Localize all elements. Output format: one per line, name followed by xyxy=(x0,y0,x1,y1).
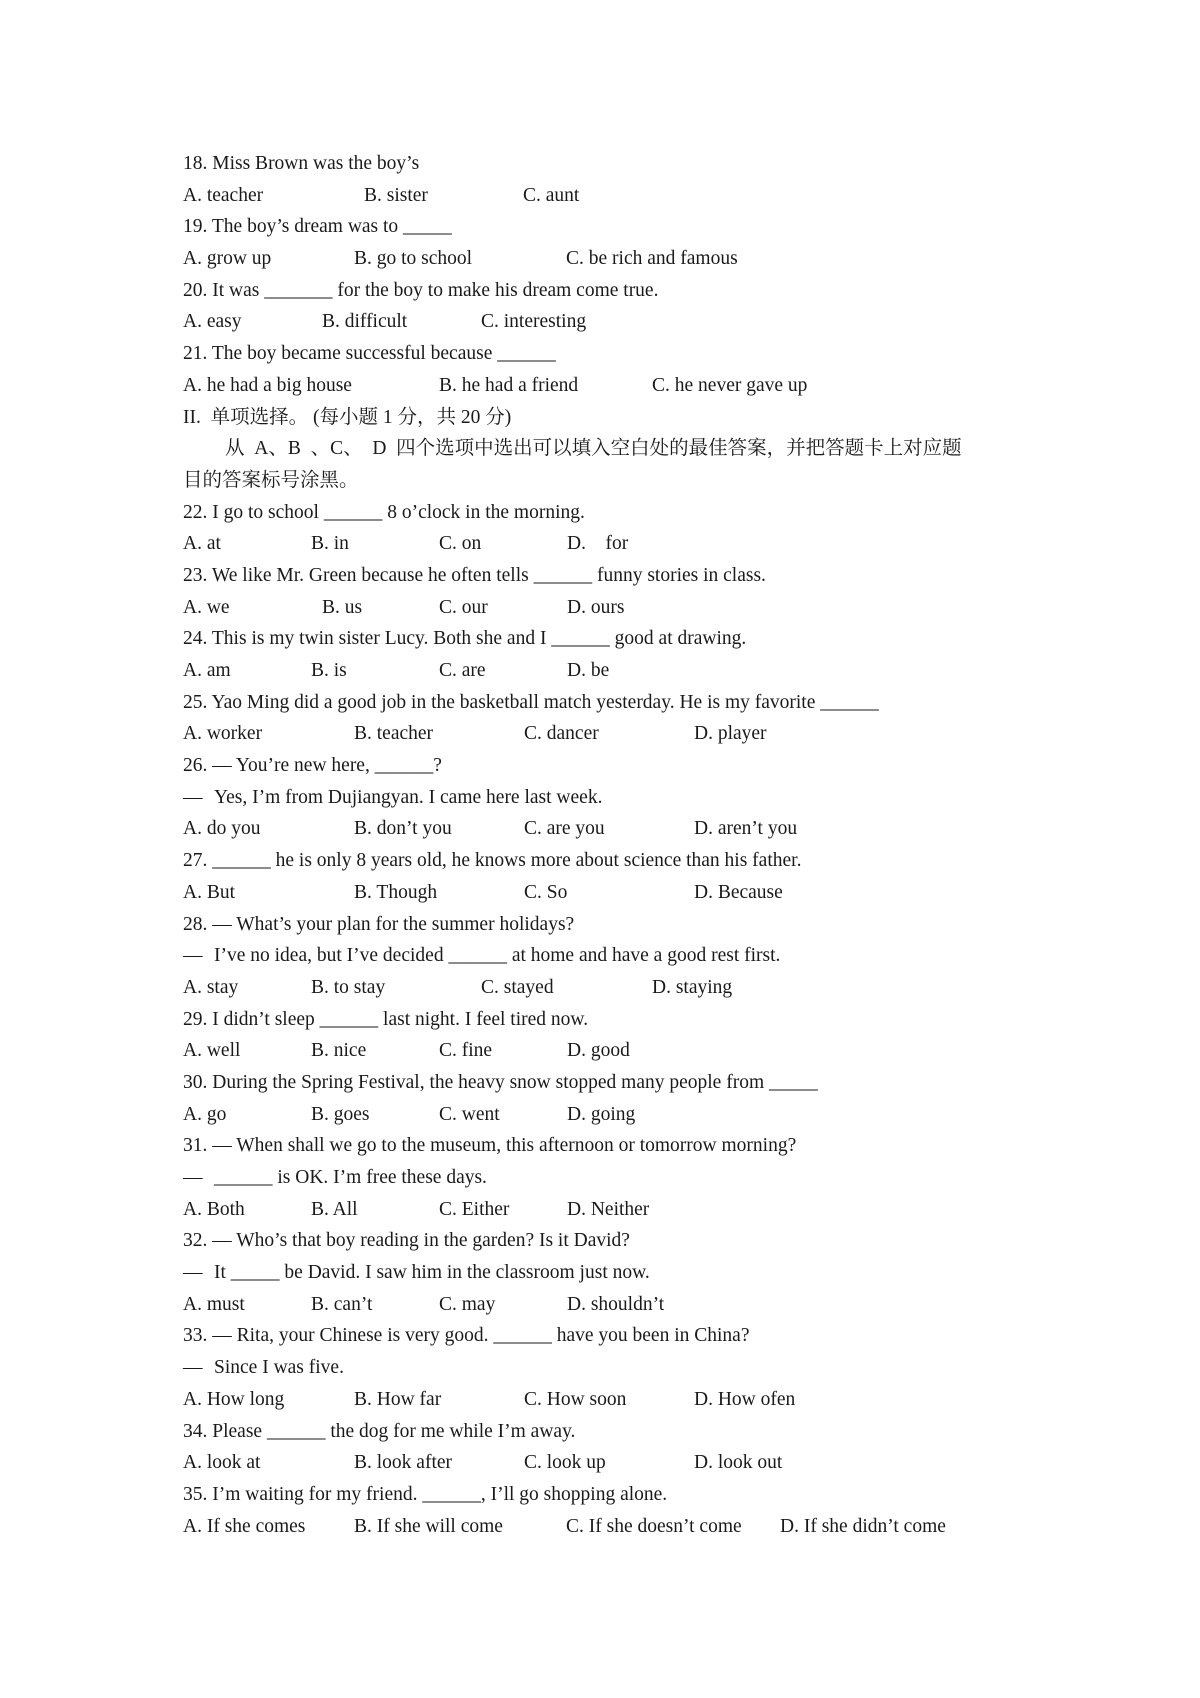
section-instruction: 从 A、B 、C、 D 四个选项中选出可以填入空白处的最佳答案，并把答题卡上对应题 xyxy=(225,438,962,460)
dash: — xyxy=(183,786,203,808)
option-d: D. shouldn’t xyxy=(567,1293,665,1315)
option-d: D. If she didn’t come xyxy=(780,1515,946,1537)
option-a: A. do you xyxy=(183,818,261,840)
question-text: 33. — Rita, your Chinese is very good. ______ have you been in China? xyxy=(183,1325,750,1347)
section-instruction-cont: 目的答案标号涂黑。 xyxy=(183,469,359,491)
question-text: 18. Miss Brown was the boy’s xyxy=(183,153,420,174)
dash: — xyxy=(183,1167,203,1188)
option-c: C. aunt xyxy=(523,184,580,206)
option-a: A. easy xyxy=(183,311,242,333)
reply-text: Yes, I’m from Dujiangyan. I came here last week. xyxy=(214,786,603,808)
option-a: A. teacher xyxy=(183,184,264,206)
options-row xyxy=(183,1384,1063,1416)
option-c: C. How soon xyxy=(524,1388,627,1410)
options-row xyxy=(183,718,1063,750)
option-c: C. interesting xyxy=(481,311,587,333)
options-row xyxy=(183,180,1063,212)
question-18 xyxy=(183,148,1063,211)
question-22 xyxy=(183,497,1063,560)
reply-line xyxy=(183,782,1063,814)
question-31 xyxy=(183,1130,1063,1225)
option-a: A. am xyxy=(183,660,231,681)
option-d: D. for xyxy=(567,533,629,555)
question-34 xyxy=(183,1416,1063,1479)
option-d: D. ours xyxy=(567,596,625,618)
options-row xyxy=(183,1447,1063,1479)
question-21 xyxy=(183,338,1063,401)
option-c: C. If she doesn’t come xyxy=(566,1515,742,1537)
option-b: B. difficult xyxy=(322,311,408,333)
options-row xyxy=(183,370,1063,402)
option-a: A. grow up xyxy=(183,248,272,270)
option-c: C. on xyxy=(439,533,482,555)
question-32 xyxy=(183,1225,1063,1320)
option-a: A. Both xyxy=(183,1198,245,1220)
option-d: D. be xyxy=(567,660,610,681)
question-text: 30. During the Spring Festival, the heavy snow stopped many people from _____ xyxy=(183,1071,818,1093)
options-row xyxy=(183,243,1063,275)
option-b: B. can’t xyxy=(311,1293,373,1315)
option-d: D. aren’t you xyxy=(694,818,798,840)
option-a: A. well xyxy=(183,1040,241,1062)
question-24 xyxy=(183,623,1063,686)
question-text: 23. We like Mr. Green because he often tells ______ funny stories in class. xyxy=(183,564,766,586)
option-b: B. don’t you xyxy=(354,818,452,840)
question-text: 28. — What’s your plan for the summer holidays? xyxy=(183,913,575,935)
option-c: C. dancer xyxy=(524,723,599,745)
question-text: 27. ______ he is only 8 years old, he knows more about science than his father. xyxy=(183,850,802,872)
dash: — xyxy=(183,1262,203,1284)
option-c: C. fine xyxy=(439,1040,493,1062)
question-25 xyxy=(183,687,1063,750)
option-b: B. How far xyxy=(354,1388,442,1410)
options-row xyxy=(183,813,1063,845)
option-c: C. are you xyxy=(524,818,605,840)
option-a: A. But xyxy=(183,881,236,903)
question-text: 21. The boy became successful because ______ xyxy=(183,343,556,365)
reply-text: Since I was five. xyxy=(214,1357,344,1379)
option-b: B. is xyxy=(311,660,347,681)
question-text: 35. I’m waiting for my friend. ______, I’ll go shopping alone. xyxy=(183,1483,668,1505)
option-b: B. nice xyxy=(311,1040,367,1062)
question-text: 32. — Who’s that boy reading in the garden? Is it David? xyxy=(183,1230,630,1252)
option-d: D. look out xyxy=(694,1452,783,1474)
option-b: B. go to school xyxy=(354,248,473,270)
option-a: A. worker xyxy=(183,723,263,745)
reply-line xyxy=(183,940,1063,972)
question-text: 29. I didn’t sleep ______ last night. I feel tired now. xyxy=(183,1008,589,1030)
reply-line xyxy=(183,1352,1063,1384)
option-c: C. our xyxy=(439,596,488,618)
option-d: D. going xyxy=(567,1103,636,1125)
option-a: A. If she comes xyxy=(183,1515,306,1537)
option-d: D. Because xyxy=(694,881,783,903)
option-b: B. All xyxy=(311,1198,358,1220)
option-a: A. we xyxy=(183,596,230,618)
question-30 xyxy=(183,1067,1063,1130)
option-c: C. be rich and famous xyxy=(566,248,738,270)
options-row xyxy=(183,877,1063,909)
reply-text: I’ve no idea, but I’ve decided ______ at home and have a good rest first. xyxy=(214,945,781,967)
question-19 xyxy=(183,211,1063,274)
options-row xyxy=(183,1511,1063,1543)
option-d: D. Neither xyxy=(567,1198,650,1220)
option-d: D. staying xyxy=(652,976,733,998)
option-b: B. look after xyxy=(354,1452,453,1474)
option-b: B. he had a friend xyxy=(439,374,579,396)
reply-line xyxy=(183,1162,1063,1194)
option-a: A. look at xyxy=(183,1452,261,1474)
option-a: A. at xyxy=(183,533,221,555)
option-c: C. went xyxy=(439,1103,500,1125)
question-23 xyxy=(183,560,1063,623)
option-a: A. must xyxy=(183,1293,245,1315)
options-row xyxy=(183,306,1063,338)
exam-page xyxy=(183,148,1063,1542)
question-28 xyxy=(183,909,1063,1004)
option-b: B. If she will come xyxy=(354,1515,503,1537)
question-text: 19. The boy’s dream was to _____ xyxy=(183,216,452,238)
question-text: 31. — When shall we go to the museum, this afternoon or tomorrow morning? xyxy=(183,1135,797,1157)
option-b: B. goes xyxy=(311,1103,370,1125)
option-c: C. he never gave up xyxy=(652,374,808,396)
question-33 xyxy=(183,1320,1063,1415)
option-b: B. teacher xyxy=(354,723,434,745)
options-row xyxy=(183,1099,1063,1131)
question-text: 24. This is my twin sister Lucy. Both she and I ______ good at drawing. xyxy=(183,628,747,650)
option-b: B. Though xyxy=(354,881,438,903)
options-row xyxy=(183,528,1063,560)
options-row xyxy=(183,592,1063,624)
question-text: 22. I go to school ______ 8 o’clock in the morning. xyxy=(183,501,585,523)
option-a: A. go xyxy=(183,1103,227,1125)
option-a: A. stay xyxy=(183,976,239,998)
options-row xyxy=(183,655,1063,687)
question-27 xyxy=(183,845,1063,908)
reply-line xyxy=(183,1257,1063,1289)
option-b: B. in xyxy=(311,533,349,555)
section-heading: II. 单项选择。 (每小题 1 分，共 20 分) xyxy=(183,406,512,428)
option-a: A. How long xyxy=(183,1388,285,1410)
options-row xyxy=(183,972,1063,1004)
question-29 xyxy=(183,1004,1063,1067)
option-b: B. sister xyxy=(364,184,428,206)
dash: — xyxy=(183,1357,203,1379)
option-c: C. are xyxy=(439,660,486,681)
question-20 xyxy=(183,275,1063,338)
options-row xyxy=(183,1194,1063,1226)
option-b: B. to stay xyxy=(311,976,386,998)
options-row xyxy=(183,1035,1063,1067)
option-b: B. us xyxy=(322,596,363,618)
option-c: C. So xyxy=(524,881,568,903)
reply-text: ______ is OK. I’m free these days. xyxy=(214,1167,487,1188)
reply-text: It _____ be David. I saw him in the classroom just now. xyxy=(214,1262,650,1284)
options-row xyxy=(183,1289,1063,1321)
question-text: 25. Yao Ming did a good job in the basketball match yesterday. He is my favorite ______ xyxy=(183,691,879,713)
option-d: D. How ofen xyxy=(694,1388,796,1410)
question-26 xyxy=(183,750,1063,845)
question-35 xyxy=(183,1479,1063,1542)
question-text: 20. It was _______ for the boy to make his dream come true. xyxy=(183,279,659,301)
option-a: A. he had a big house xyxy=(183,374,352,396)
option-c: C. Either xyxy=(439,1198,510,1220)
question-text: 26. — You’re new here, ______? xyxy=(183,755,442,777)
option-c: C. look up xyxy=(524,1452,606,1474)
option-c: C. stayed xyxy=(481,976,554,998)
option-c: C. may xyxy=(439,1293,496,1315)
question-text: 34. Please ______ the dog for me while I’m away. xyxy=(183,1420,576,1442)
dash: — xyxy=(183,945,203,967)
option-d: D. good xyxy=(567,1040,630,1062)
option-d: D. player xyxy=(694,723,767,745)
